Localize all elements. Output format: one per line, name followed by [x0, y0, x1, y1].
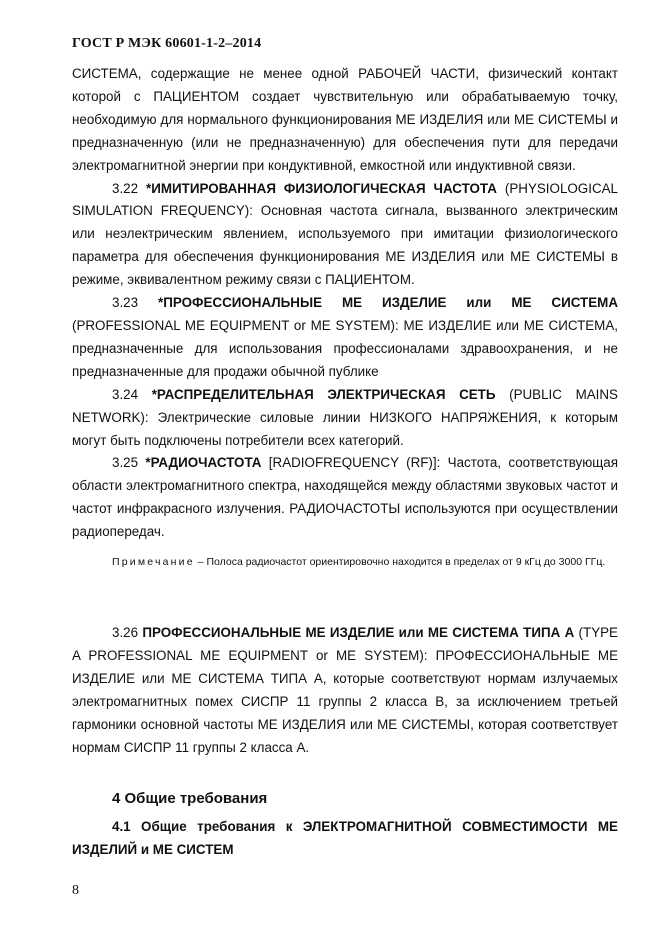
clause-number: 3.26 [112, 625, 139, 640]
document-header: ГОСТ Р МЭК 60601-1-2–2014 [72, 36, 262, 51]
clause-term: *ПРОФЕССИОНАЛЬНЫЕ МЕ ИЗДЕЛИЕ или МЕ СИСТЕМА [158, 295, 618, 311]
section-4-1-block [72, 815, 618, 861]
clause-number: 3.24 [112, 386, 139, 402]
note-text: – Полоса радиочастот ориентировочно находится в пределах от 9 кГц до 3000 ГГц. [194, 556, 606, 568]
note-block [72, 552, 618, 573]
intro-paragraph: СИСТЕМА, содержащие не менее одной РАБОЧЕЙ ЧАСТИ, физический контакт которой с ПАЦИЕНТОМ создает чувствительную или обрабатываемую точку, необходимую для нормального функционирования МЕ ИЗДЕЛИЯ или МЕ СИСТЕМЫ и предназначенную (или не предназначенную) для обеспечения пути для передачи электромагнитной энергии при кондуктивной, емкостной или индуктивной связи. [72, 66, 618, 173]
page-number: 8 [72, 883, 79, 898]
clause-3-23 [72, 292, 618, 384]
clause-text: (PHYSIOLOGICAL SIMULATION FREQUENCY): Основная частота сигнала, вызванного электрическим или неэлектрическим явлением, используемого при имитации физиологического параметра для обеспечения функционирования МЕ ИЗДЕЛИЯ или МЕ СИСТЕМЫ в режиме, эквивалентном режиму связи с ПАЦИЕНТОМ. [72, 180, 618, 288]
clause-3-22 [72, 178, 618, 293]
clause-3-24 [72, 384, 618, 453]
clause-term: *РАСПРЕДЕЛИТЕЛЬНАЯ ЭЛЕКТРИЧЕСКАЯ СЕТЬ [151, 386, 496, 402]
clause-3-26 [72, 622, 618, 759]
section-4-heading: 4 Общие требования [112, 790, 268, 807]
clause-text: (TYPE A PROFESSIONAL ME EQUIPMENT or ME SYSTEM): ПРОФЕССИОНАЛЬНЫЕ МЕ ИЗДЕЛИЕ или МЕ СИСТЕМА ТИПА А, которые соответствуют нормам излучаемых электромагнитных помех СИСПР 11 группы 2 класса В, за исключением третьей гармоники основной частоты МЕ ИЗДЕЛИЯ или МЕ СИСТЕМЫ, которая соответствует нормам СИСПР 11 группы 2 класса А. [72, 625, 618, 755]
clause-text: (PUBLIC MAINS NETWORK): Электрические силовые линии НИЗКОГО НАПРЯЖЕНИЯ, к которым могут быть подключены потребители всех категорий. [72, 386, 618, 448]
note-paragraph [72, 552, 618, 573]
clause-term: *ИМИТИРОВАННАЯ ФИЗИОЛОГИЧЕСКАЯ ЧАСТОТА [146, 180, 497, 196]
main-text [72, 63, 618, 544]
clause-3-26-block [72, 622, 618, 759]
clause-text: (PROFESSIONAL ME EQUIPMENT or ME SYSTEM): МЕ ИЗДЕЛИЕ или МЕ СИСТЕМА, предназначенные для использования профессионалами здравоохранения, и не предназначенные для продажи обычной публике [72, 317, 618, 379]
section-4-1-heading: 4.1 Общие требования к ЭЛЕКТРОМАГНИТНОЙ СОВМЕСТИМОСТИ МЕ ИЗДЕЛИЙ и МЕ СИСТЕМ [72, 819, 618, 857]
clause-term: ПРОФЕССИОНАЛЬНЫЕ МЕ ИЗДЕЛИЕ или МЕ СИСТЕМА ТИПА А [142, 625, 575, 640]
clause-number: 3.23 [112, 295, 139, 311]
clause-text: [RADIOFREQUENCY (RF)]: Частота, соответствующая области электромагнитного спектра, находящейся между областями звуковых частот и частот инфракрасного излучения. РАДИОЧАСТОТЫ используются при осуществлении радиопередач. [72, 455, 618, 540]
clause-number: 3.22 [112, 180, 139, 196]
clause-3-25 [72, 452, 618, 544]
clause-number: 3.25 [112, 455, 139, 471]
note-label: Примечание [112, 556, 195, 568]
clause-term: *РАДИОЧАСТОТА [145, 455, 262, 471]
